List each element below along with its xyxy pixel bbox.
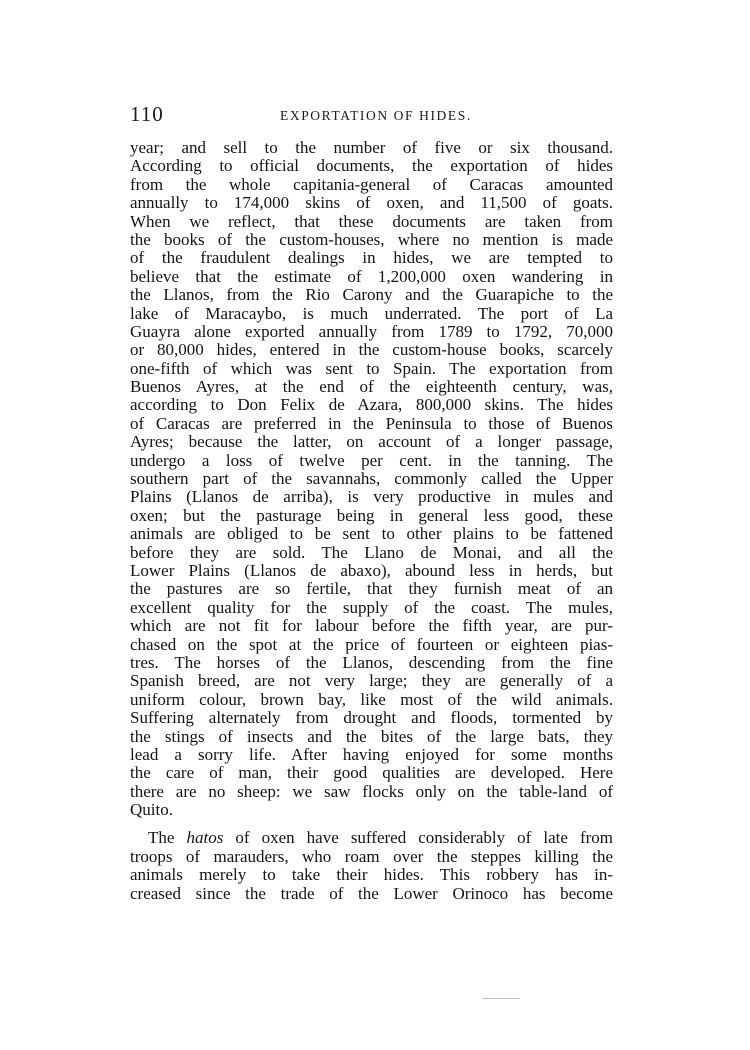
text-line: annually to 174,000 skins of oxen, and 11,500 of goats. <box>130 193 613 213</box>
text-line: troops of marauders, who roam over the steppes killing the <box>130 846 613 866</box>
text-line: from the whole capitania-general of Caracas amounted <box>130 174 613 194</box>
text-line: tres. The horses of the Llanos, descending from the fine <box>130 652 613 672</box>
text-line: excellent quality for the supply of the coast. The mules, <box>130 597 613 617</box>
text-line: of Caracas are preferred in the Peninsula to those of Buenos <box>130 413 613 433</box>
text-line: Ayres; because the latter, on account of a longer passage, <box>130 432 613 452</box>
running-head: EXPORTATION OF HIDES. <box>280 108 472 123</box>
scan-speck <box>530 947 590 959</box>
text-line: believe that the estimate of 1,200,000 oxen wandering in <box>130 266 613 286</box>
text-line: the stings of insects and the bites of the large bats, they <box>130 726 613 746</box>
text-line: the care of man, their good qualities are developed. Here <box>130 763 613 783</box>
text-line: oxen; but the pasturage being in general less good, these <box>130 505 613 525</box>
text-line: the Llanos, from the Rio Carony and the Guarapiche to the <box>130 285 613 305</box>
text-line: animals are obliged to be sent to other plains to be fattened <box>130 524 613 544</box>
paragraph-2-italic-word: hatos <box>186 828 224 848</box>
text-line: Guayra alone exported annually from 1789 to 1792, 70,000 <box>130 321 613 341</box>
text-line: lake of Maracaybo, is much underrated. The port of La <box>130 303 613 323</box>
text-line: undergo a loss of twelve per cent. in the tanning. The <box>130 450 613 470</box>
text-line: When we reflect, that these documents are taken from <box>130 211 613 231</box>
text-line: Lower Plains (Llanos de abaxo), abound less in herds, but <box>130 560 613 580</box>
paragraph-2-lead-rest: of oxen have suffered considerably of late from <box>223 828 613 848</box>
page-number: 110 <box>130 102 164 126</box>
paragraph-1 <box>130 139 613 819</box>
text-line: the pastures are so fertile, that they furnish meat of an <box>130 579 613 599</box>
paragraph-2-first-line <box>130 829 613 847</box>
text-line: Quito. <box>130 800 173 820</box>
text-line: chased on the spot at the price of fourteen or eighteen pias- <box>130 634 613 654</box>
text-line: one-fifth of which was sent to Spain. The exportation from <box>130 358 613 378</box>
text-line: there are no sheep: we saw flocks only on the table-land of <box>130 781 613 801</box>
body-text <box>130 139 613 903</box>
text-line: the books of the custom-houses, where no mention is made <box>130 229 613 249</box>
text-line: animals merely to take their hides. This robbery has in- <box>130 865 613 885</box>
paragraph-2 <box>130 829 613 903</box>
text-line: of the fraudulent dealings in hides, we are tempted to <box>130 248 613 268</box>
text-line: southern part of the savannahs, commonly called the Upper <box>130 469 613 489</box>
footer-rule <box>482 998 520 999</box>
text-line: uniform colour, brown bay, like most of the wild animals. <box>130 689 613 709</box>
text-line: creased since the trade of the Lower Orinoco has become <box>130 883 613 903</box>
page-header <box>130 98 613 128</box>
text-line: Buenos Ayres, at the end of the eighteenth century, was, <box>130 377 613 397</box>
text-line: Spanish breed, are not very large; they are generally of a <box>130 671 613 691</box>
text-line: before they are sold. The Llano de Monai, and all the <box>130 542 613 562</box>
text-line: According to official documents, the exportation of hides <box>130 156 613 176</box>
text-line: Plains (Llanos de arriba), is very productive in mules and <box>130 487 613 507</box>
text-line: lead a sorry life. After having enjoyed for some months <box>130 744 613 764</box>
text-line: Suffering alternately from drought and floods, tormented by <box>130 708 613 728</box>
text-line: year; and sell to the number of five or six thousand. <box>130 138 613 157</box>
text-line: or 80,000 hides, entered in the custom-house books, scarcely <box>130 340 613 360</box>
text-line: according to Don Felix de Azara, 800,000 skins. The hides <box>130 395 613 415</box>
text-line: which are not fit for labour before the fifth year, are pur- <box>130 616 613 636</box>
paragraph-2-lead-open: The <box>148 828 187 848</box>
